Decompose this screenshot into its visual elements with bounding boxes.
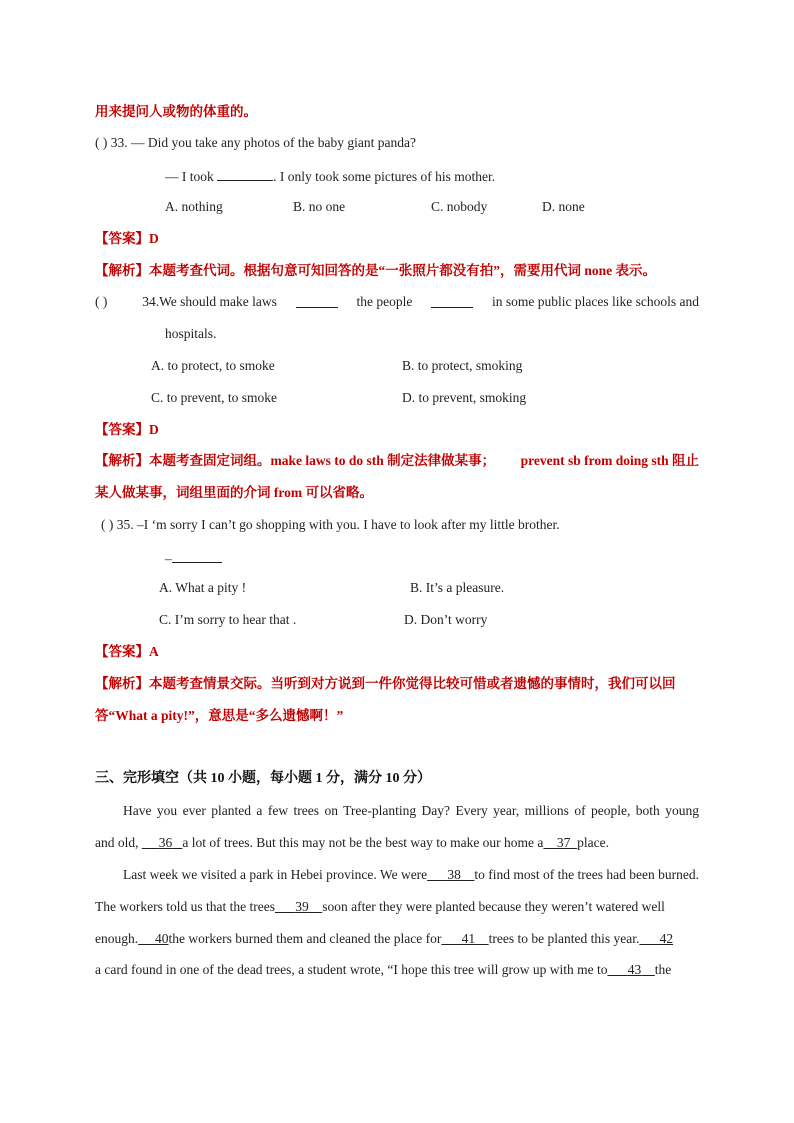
q33-option-c: C. nobody xyxy=(431,199,488,214)
q35-option-d: D. Don’t worry xyxy=(404,612,488,627)
p1-line2-c: place. xyxy=(577,835,610,850)
q35-reply-line xyxy=(165,548,222,568)
q35-reply-pre: – xyxy=(165,551,172,566)
p1-line2-a: and old, xyxy=(95,835,139,850)
q34-question-line-2: hospitals. xyxy=(165,326,217,341)
q33-analysis-line xyxy=(95,262,656,280)
q33-option-a: A. nothing xyxy=(165,199,223,214)
q34-option-d: D. to prevent, smoking xyxy=(402,390,527,405)
p2-line-3 xyxy=(95,930,699,948)
intro-line: 用来提问人或物的体重的。 xyxy=(95,104,257,119)
blank-38[interactable]: 38 xyxy=(447,867,461,882)
q34-option-a: A. to protect, to smoke xyxy=(151,358,275,373)
q33-analysis: 本题考查代词。根据句意可知回答的是“一张照片都没有拍”，需要用代词 none 表示。 xyxy=(149,263,657,278)
q33-reply-post: . I only took some pictures of his mother. xyxy=(273,169,496,184)
q33-question: — Did you take any photos of the baby giant panda? xyxy=(131,135,416,150)
q35-paren: ( ) xyxy=(101,517,114,532)
blank-41[interactable]: 41 xyxy=(461,931,476,946)
q35-option-b: B. It’s a pleasure. xyxy=(410,580,505,595)
q34-option-c: C. to prevent, to smoke xyxy=(151,390,277,405)
p2-line1-b: to find most of the trees had been burned. xyxy=(474,867,699,882)
q33-reply-pre: — I took xyxy=(165,169,214,184)
p1-line-2 xyxy=(95,834,609,852)
blank-42[interactable]: 42 xyxy=(659,931,674,946)
q33-answer-label: 【答案】 xyxy=(95,231,149,246)
q35-question-line xyxy=(101,516,560,534)
q35-option-c: C. I’m sorry to hear that . xyxy=(159,612,297,627)
q35-option-a: A. What a pity ! xyxy=(159,580,247,595)
q34-analysis-1a: 本题考查固定词组。make laws to do sth 制定法律做某事； xyxy=(149,453,496,468)
p2-line3-a: enough. xyxy=(95,931,139,946)
q33-analysis-label: 【解析】 xyxy=(95,263,149,278)
q35-question: –I ‘m sorry I can’t go shopping with you. I have to look after my little brother. xyxy=(137,517,560,532)
q35-answer-label: 【答案】 xyxy=(95,644,149,659)
q33-paren: ( ) xyxy=(95,135,108,150)
blank-39[interactable]: 39 xyxy=(295,899,309,914)
q34-part3: in some public places like schools and xyxy=(492,294,699,309)
q33-answer-blank[interactable] xyxy=(217,166,273,181)
p2-line2-b: soon after they were planted because they weren’t watered well xyxy=(322,899,665,914)
q34-option-b: B. to protect, smoking xyxy=(402,358,523,373)
q35-analysis-line-2: 答“What a pity!”，意思是“多么遗憾啊！” xyxy=(95,708,344,723)
q34-number: 34. xyxy=(142,294,160,309)
q35-answer-blank[interactable] xyxy=(172,548,222,563)
q34-paren: ( ) xyxy=(95,294,108,309)
q34-part1: We should make laws xyxy=(159,294,277,309)
q34-analysis-label: 【解析】 xyxy=(95,453,149,468)
q34-analysis-line-2: 某人做某事，词组里面的介词 from 可以省略。 xyxy=(95,485,373,500)
q34-blank-2[interactable] xyxy=(431,293,473,308)
p1-line-1: Have you ever planted a few trees on Tree-planting Day? Every year, millions of people, both young xyxy=(123,803,699,818)
p2-line-4 xyxy=(95,961,699,979)
q35-answer: A xyxy=(149,644,159,659)
q35-analysis-line-1 xyxy=(95,675,676,693)
q35-answer-line xyxy=(95,643,159,661)
p2-line1-a: Last week we visited a park in Hebei province. We were xyxy=(123,867,428,882)
p2-line4-a: a card found in one of the dead trees, a student wrote, “I hope this tree will grow up with me to xyxy=(95,962,608,977)
q35-analysis-1: 本题考查情景交际。当听到对方说到一件你觉得比较可惜或者遗憾的事情时，我们可以回 xyxy=(149,676,676,691)
blank-36[interactable]: 36 xyxy=(158,835,173,850)
q33-option-d: D. none xyxy=(542,199,585,214)
p2-line3-c: trees to be planted this year. xyxy=(488,931,640,946)
q34-answer-label: 【答案】 xyxy=(95,422,149,437)
q34-answer: D xyxy=(149,422,159,437)
q34-analysis-line-1 xyxy=(95,452,699,470)
q33-option-b: B. no one xyxy=(293,199,346,214)
q34-question-line xyxy=(95,293,699,311)
blank-40[interactable]: 40 xyxy=(155,931,169,946)
p2-line-2 xyxy=(95,898,699,916)
q33-reply-line xyxy=(165,166,495,186)
q35-analysis-label: 【解析】 xyxy=(95,676,149,691)
q33-question-line xyxy=(95,134,416,152)
q33-number: 33. xyxy=(110,135,128,150)
q34-number-and-part1 xyxy=(142,293,277,311)
p2-line4-b: the xyxy=(654,962,672,977)
blank-37[interactable]: 37 xyxy=(556,835,571,850)
p2-line3-b: the workers burned them and cleaned the place for xyxy=(168,931,442,946)
section3-heading: 三、完形填空（共 10 小题，每小题 1 分，满分 10 分） xyxy=(95,771,431,786)
q33-answer: D xyxy=(149,231,159,246)
blank-43[interactable]: 43 xyxy=(627,962,642,977)
p1-line2-b: a lot of trees. But this may not be the best way to make our home a xyxy=(182,835,544,850)
p2-line-1 xyxy=(123,866,699,884)
q35-number: 35. xyxy=(116,517,134,532)
p2-line2-a: The workers told us that the trees xyxy=(95,899,275,914)
q34-analysis-1b: prevent sb from doing sth 阻止 xyxy=(520,453,699,468)
q34-part2: the people xyxy=(356,294,413,309)
q34-blank-1[interactable] xyxy=(296,293,338,308)
q34-answer-line xyxy=(95,421,159,439)
q33-answer-line xyxy=(95,230,159,248)
